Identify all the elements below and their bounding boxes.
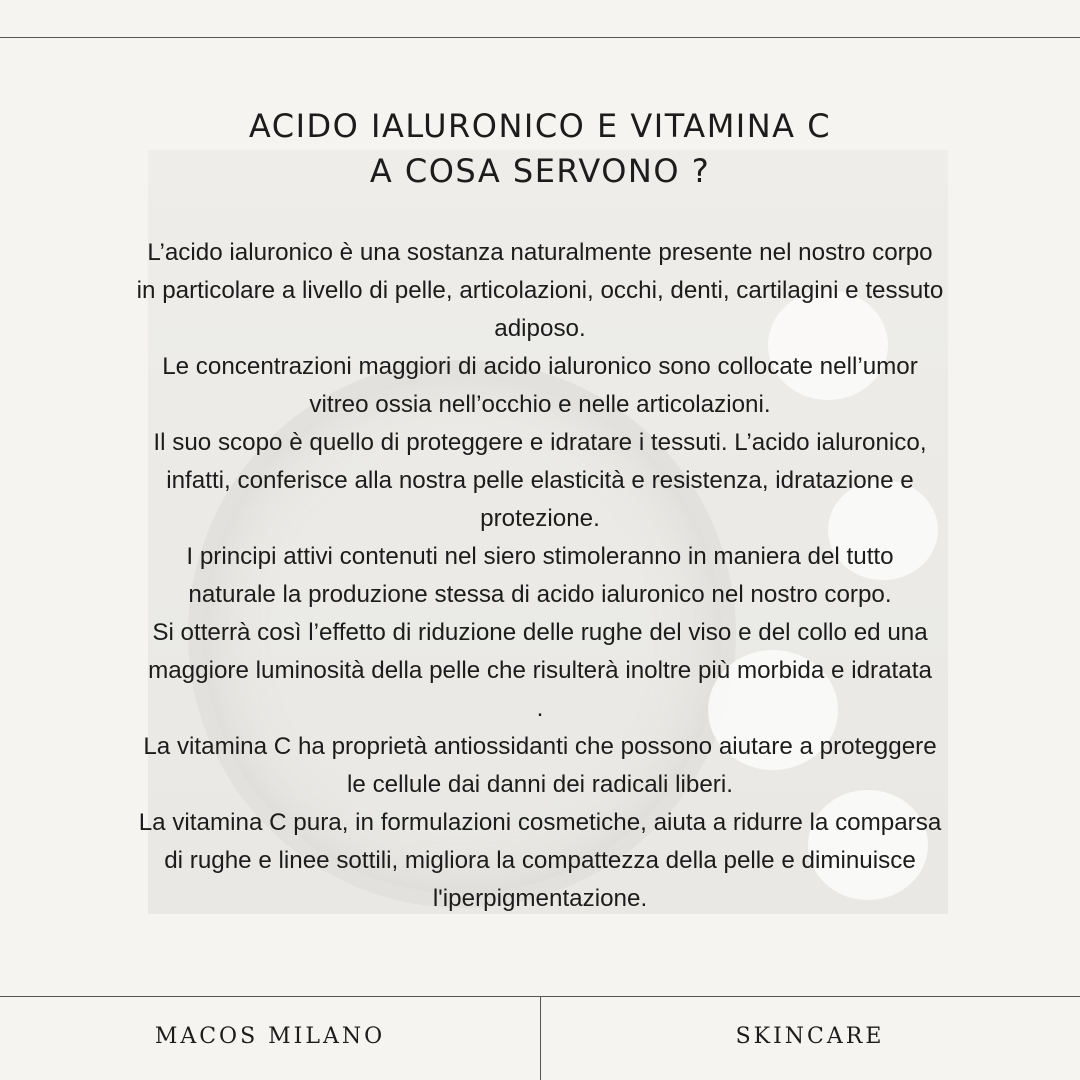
body-line: L’acido ialuronico è una sostanza naturalmente presente nel nostro corpo (147, 239, 933, 266)
top-divider-line (0, 37, 1080, 38)
body-line: Il suo scopo è quello di proteggere e idratare i tessuti. L’acido ialuronico, (153, 429, 927, 456)
body-line: Si otterrà così l’effetto di riduzione delle rughe del viso e del collo ed una (152, 619, 928, 646)
page-title (0, 104, 1080, 194)
body-line: maggiore luminosità della pelle che risulterà inoltre più morbida e idratata (148, 657, 932, 684)
body-line: in particolare a livello di pelle, articolazioni, occhi, denti, cartilagini e tessuto (136, 277, 944, 304)
body-line: protezione. (480, 505, 600, 532)
body-line: . (536, 695, 544, 722)
body-line: Le concentrazioni maggiori di acido ialuronico sono collocate nell’umor (162, 353, 918, 380)
body-line: La vitamina C ha proprietà antiossidanti che possono aiutare a proteggere (143, 733, 937, 760)
body-line: La vitamina C pura, in formulazioni cosmetiche, aiuta a ridurre la comparsa (138, 809, 942, 836)
body-line: infatti, conferisce alla nostra pelle elasticità e resistenza, idratazione e (166, 467, 914, 494)
body-line: di rughe e linee sottili, migliora la compattezza della pelle e diminuisce (164, 847, 916, 874)
body-line: I principi attivi contenuti nel siero stimoleranno in maniera del tutto (186, 543, 894, 570)
body-line: adiposo. (494, 315, 586, 342)
title-line-2: A COSA SERVONO ? (369, 152, 711, 190)
title-line-1: ACIDO IALURONICO E VITAMINA C (248, 107, 832, 145)
brand-name: MACOS MILANO (154, 1024, 386, 1049)
body-line: le cellule dai danni dei radicali liberi. (347, 771, 733, 798)
body-line: l'iperpigmentazione. (432, 885, 648, 912)
body-paragraph (55, 234, 1025, 918)
category-label: SKINCARE (735, 1024, 885, 1049)
body-line: naturale la produzione stessa di acido ialuronico nel nostro corpo. (188, 581, 892, 608)
body-line: vitreo ossia nell’occhio e nelle articolazioni. (309, 391, 771, 418)
